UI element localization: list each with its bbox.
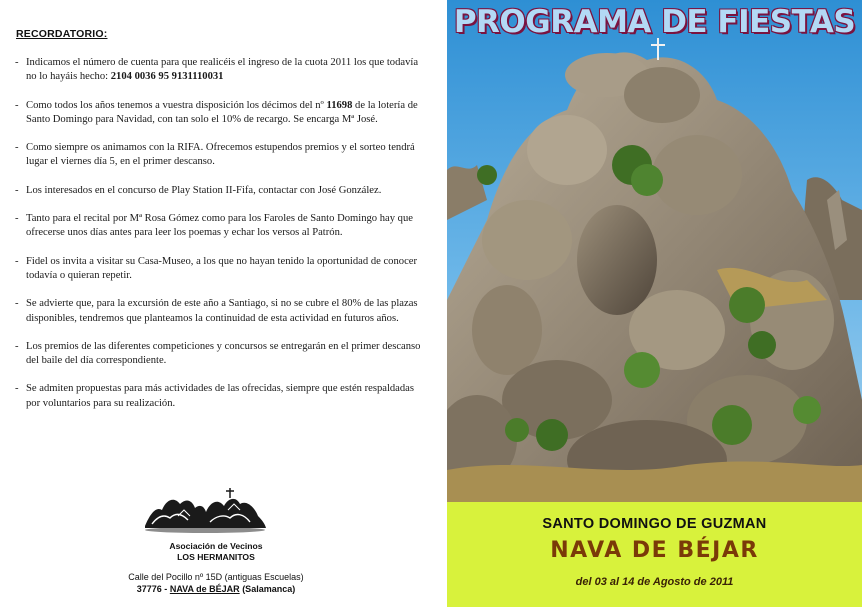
reminder-item-text: Tanto para el recital por Mª Rosa Gómez como para los Faroles de Santo Domingo hay que ofrecerse unos días antes para leer los poemas y echar los versos al Patrón. (26, 213, 413, 239)
reminder-item-text: Se admiten propuestas para más actividades de las ofrecidas, siempre que estén respaldadas por voluntarios para su realización. (26, 383, 415, 409)
reminder-item-text: Indicamos el número de cuenta para que realicéis el ingreso de la cuota 2011 los que todavía no lo hayáis hecho: (26, 57, 419, 83)
mountain-rocks-logo-icon (140, 476, 270, 536)
reminder-item (14, 297, 426, 326)
reminder-item-text: Fidel os invita a visitar su Casa-Museo, a los que no hayan tenido la oportunidad de conocer todavía o quieran repetir. (26, 255, 417, 281)
program-title: PROGRAMA DE FIESTAS (453, 4, 856, 40)
province: (Salamanca) (242, 584, 296, 594)
cover-page (447, 0, 862, 607)
parish-title: SANTO DOMINGO DE GUZMAN (542, 516, 767, 532)
reminder-item (14, 56, 426, 85)
reminder-item-highlight: 11698 (326, 99, 353, 111)
village-title: NAVA DE BÉJAR (550, 538, 759, 563)
reminder-item (14, 255, 426, 284)
reminder-item-text-continued: de la lotería de Santo Domingo para Navidad, con tan solo el 10% de recargo. Se encarga Mª José. (26, 99, 418, 125)
reminder-item-highlight: 2104 0036 95 9131110031 (110, 71, 224, 83)
reminder-item-text: Los premios de las diferentes competiciones y concursos se entregarán en el primer descanso del baile del día correspondiente. (26, 340, 421, 367)
reminder-item-text: Como todos los años tenemos a vuestra disposición los décimos del nº (26, 99, 324, 111)
association-name-line1: Asociación de Vecinos (169, 541, 263, 551)
reminder-item (14, 99, 426, 128)
association-name-line2: LOS HERMANITOS (177, 552, 255, 562)
association-town-line (0, 584, 432, 594)
reminder-item (14, 340, 426, 369)
reminder-heading: RECORDATORIO: (16, 28, 108, 40)
granite-rocks-photo (447, 0, 862, 502)
reminder-item-text: Como siempre os animamos con la RIFA. Ofrecemos estupendos premios y el sorteo tendrá lugar el viernes día 5, en el primer descanso. (26, 142, 415, 168)
reminder-item (14, 212, 426, 241)
town-name: NAVA de BÉJAR (169, 584, 240, 594)
reminder-item (14, 141, 426, 170)
postal-code: 37776 - (136, 584, 168, 594)
festival-dates: del 03 al 14 de Agosto de 2011 (575, 576, 734, 588)
association-address: Calle del Pocillo nº 15D (antiguas Escuelas) (128, 572, 304, 582)
reminder-item-text: Se advierte que, para la excursión de este año a Santiago, si no se cubre el 80% de las plazas disponibles, tendremos que planteamos la continuidad de esta actividad en futuros años. (26, 298, 418, 324)
reminder-item (14, 184, 426, 198)
cover-info-panel (447, 502, 862, 607)
reminder-item-text: Los interesados en el concurso de Play Station II-Fifa, contactar con José González. (26, 184, 382, 196)
reminder-item (14, 382, 426, 411)
reminder-list (14, 56, 426, 425)
